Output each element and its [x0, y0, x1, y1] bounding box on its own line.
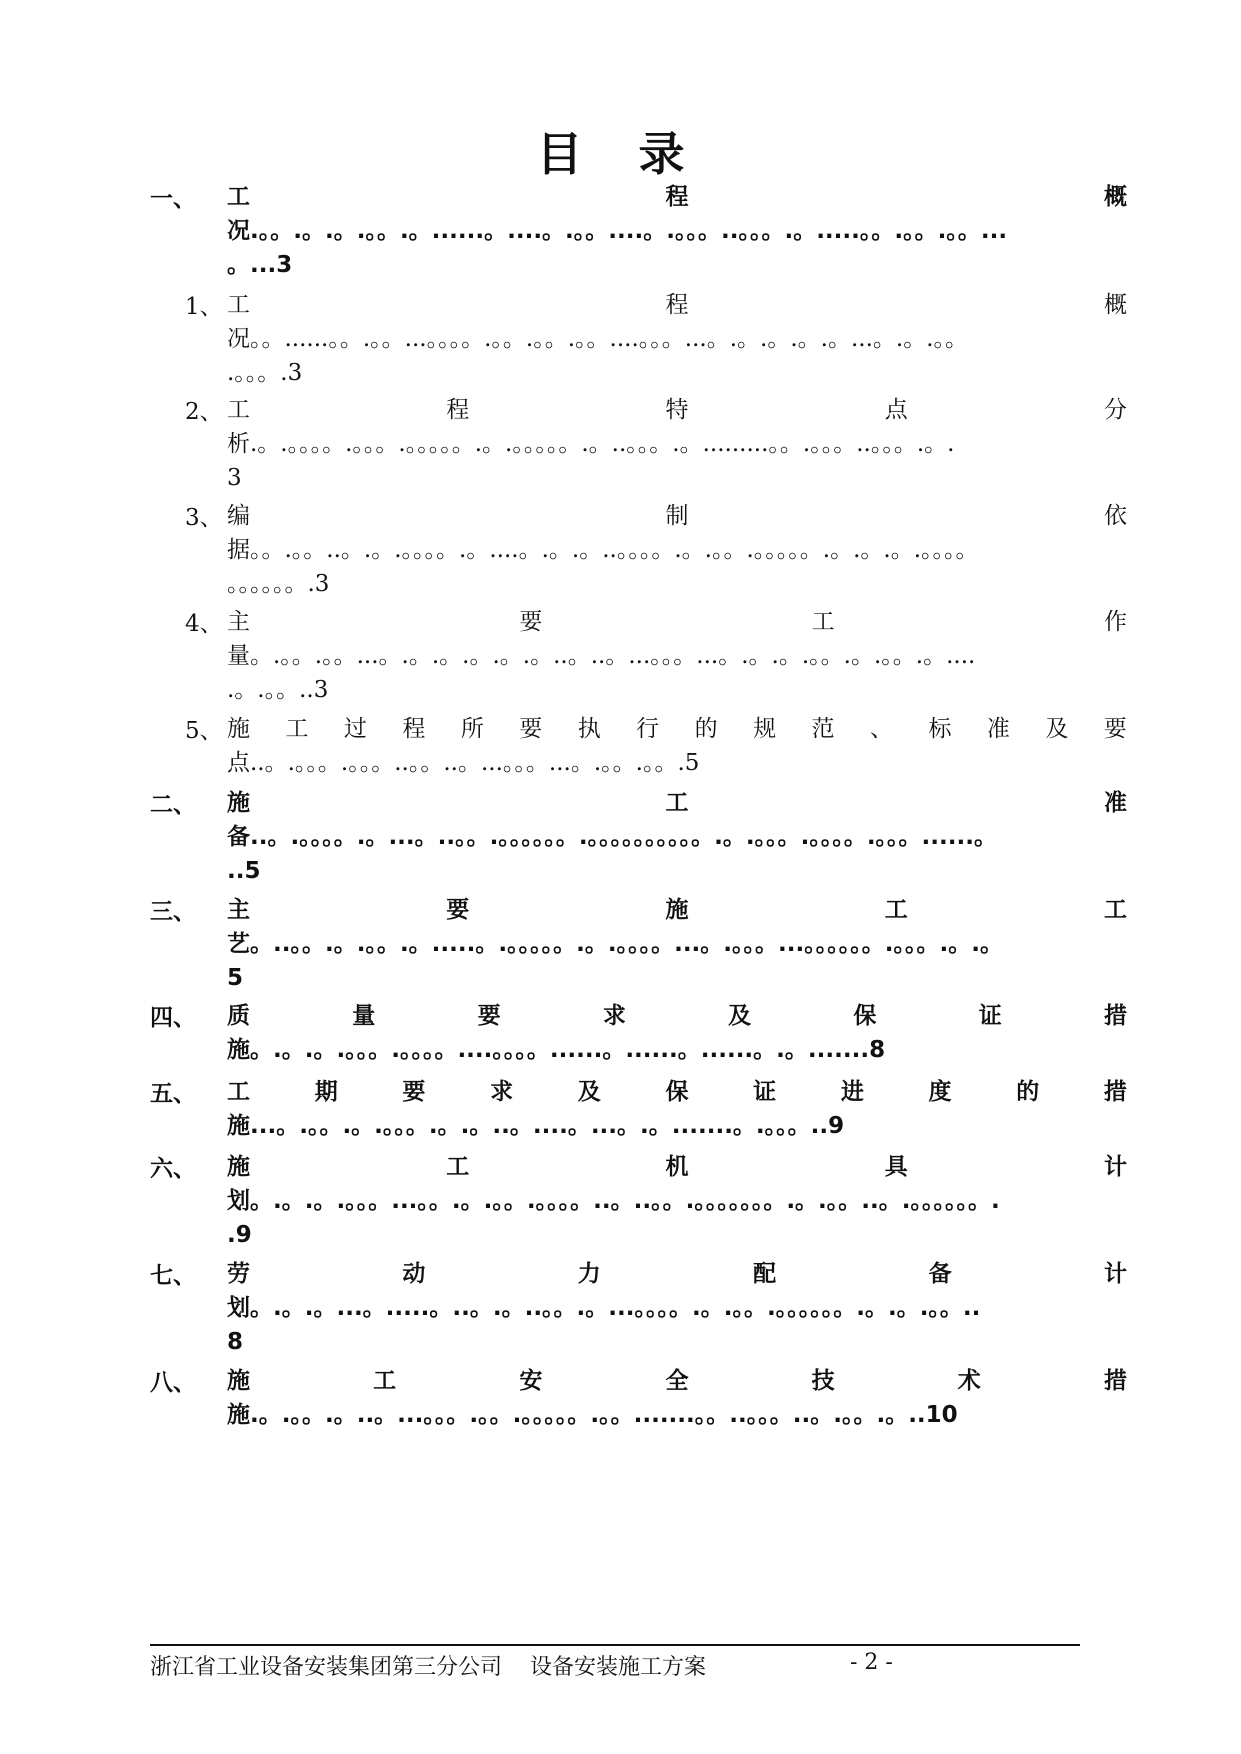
toc-line	[227, 461, 1127, 495]
toc-text: 编	[227, 503, 250, 529]
toc-title	[227, 999, 1127, 1067]
toc-text: .。。。.3	[227, 360, 303, 386]
toc-text: 点	[884, 397, 908, 423]
footer-company: 浙江省工业设备安装集团第三分公司	[150, 1655, 503, 1680]
toc-text: 证	[753, 1079, 777, 1105]
footer-doc-title: 设备安装施工方案	[530, 1655, 707, 1680]
toc-text: 艺。..。。.。.。。.。.....。.。。。。。.。.。。。。...。.。。。...。。。。。。.。。。.。.。	[227, 931, 1003, 957]
toc-number: 四、	[150, 1005, 196, 1031]
toc-line	[227, 1398, 1127, 1432]
toc-text: 计	[1104, 1154, 1127, 1180]
toc-line	[227, 820, 1127, 854]
toc-line	[227, 786, 1127, 820]
toc-text: 施.。.。。.。..。...。。。.。。.。。。。。.。。.......。。..。。。..。.。。.。..10	[227, 1402, 958, 1428]
toc-text: 。...3	[227, 252, 293, 278]
toc-title	[227, 180, 1127, 282]
page-title: 目 录	[536, 127, 705, 181]
toc-text: 要	[402, 1079, 426, 1105]
toc-line	[227, 605, 1127, 639]
toc-number: 1、	[185, 294, 223, 320]
toc-title	[227, 712, 1127, 780]
toc-text: 工	[373, 1368, 397, 1394]
toc-text: 5	[227, 965, 244, 991]
toc-text: 范	[811, 716, 835, 742]
toc-title	[227, 1257, 1127, 1359]
toc-line	[227, 1184, 1127, 1218]
toc-text: 工	[285, 716, 309, 742]
toc-text: 3	[227, 465, 242, 491]
toc-line	[227, 854, 1127, 888]
toc-title	[227, 1364, 1127, 1432]
toc-line	[227, 1109, 1127, 1143]
toc-number: 2、	[185, 399, 223, 425]
toc-text: 配	[753, 1261, 777, 1287]
toc-text: 划。.。.。...。.....。..。.。..。。.。...。。。。.。.。。.。。。。。。.。.。.。。..	[227, 1295, 981, 1321]
toc-text: ..5	[227, 858, 261, 884]
toc-text: 动	[402, 1261, 426, 1287]
toc-line	[227, 427, 1127, 461]
toc-text: 机	[665, 1154, 689, 1180]
toc-text: 析.。.。。。。.。。。.。。。。。.。.。。。。。.。..。。。.。.........。。.。。。..。。。.。.	[227, 431, 955, 457]
toc-text: 施	[227, 790, 250, 816]
footer-page-number: - 2 -	[850, 1650, 893, 1675]
toc-text: 作	[1103, 609, 1127, 635]
toc-line	[227, 1075, 1127, 1109]
toc-title	[227, 786, 1127, 888]
toc-text: 措	[1103, 1003, 1127, 1029]
toc-text: 主	[227, 897, 250, 923]
toc-line	[227, 180, 1127, 214]
toc-text: 质	[227, 1003, 250, 1029]
toc-text: 的	[1016, 1079, 1040, 1105]
toc-title	[227, 1075, 1127, 1143]
toc-number: 3、	[185, 505, 223, 531]
toc-text: 及	[1045, 716, 1069, 742]
toc-text: 要	[446, 897, 470, 923]
toc-text: 备..。.。。。。.。...。..。。.。。。。。。.。。。。。。。。。。.。.。。。.。。。。.。。。......。	[227, 824, 997, 850]
toc-text: 全	[665, 1368, 689, 1394]
toc-text: 工	[811, 609, 835, 635]
toc-line	[227, 893, 1127, 927]
toc-text: 工	[227, 292, 250, 318]
toc-text: 标	[928, 716, 952, 742]
toc-number: 八、	[150, 1370, 196, 1396]
toc-line	[227, 214, 1127, 248]
toc-text: 点..。.。。。.。。。..。。..。...。。。...。.。。.。。.5	[227, 750, 700, 776]
toc-text: 、	[869, 716, 893, 742]
toc-text: 的	[694, 716, 718, 742]
toc-line	[227, 1218, 1127, 1252]
toc-text: .9	[227, 1222, 252, 1248]
toc-text: 术	[957, 1368, 981, 1394]
toc-text: 施。.。.。.。。。.。。。。....。。。。......。......。......。.。.......8	[227, 1037, 886, 1063]
toc-text: 措	[1103, 1079, 1127, 1105]
toc-text: 。。。。。。.3	[227, 571, 330, 597]
toc-number: 4、	[185, 611, 223, 637]
toc-text: 所	[460, 716, 484, 742]
toc-line	[227, 322, 1127, 356]
toc-number: 五、	[150, 1081, 196, 1107]
toc-text: 要	[477, 1003, 501, 1029]
toc-text: 及	[728, 1003, 752, 1029]
toc-text: 工	[227, 1079, 250, 1105]
toc-text: 施...。.。。.。.。。。.。.。..。....。...。.。.......。.。。。..9	[227, 1113, 845, 1139]
toc-text: 过	[343, 716, 367, 742]
toc-text: 证	[978, 1003, 1002, 1029]
toc-text: 求	[602, 1003, 626, 1029]
toc-number: 七、	[150, 1263, 196, 1289]
toc-text: 工	[665, 790, 689, 816]
toc-line	[227, 927, 1127, 961]
toc-text: 施	[227, 716, 250, 742]
toc-line	[227, 746, 1127, 780]
toc-text: 分	[1104, 397, 1127, 423]
toc-line	[227, 712, 1127, 746]
toc-text: 度	[928, 1079, 952, 1105]
toc-text: 工	[1104, 897, 1127, 923]
toc-line	[227, 356, 1127, 390]
toc-text: 8	[227, 1329, 244, 1355]
toc-text: 安	[519, 1368, 543, 1394]
toc-text: 量	[352, 1003, 376, 1029]
toc-text: 执	[577, 716, 601, 742]
toc-text: 进	[840, 1079, 864, 1105]
toc-line	[227, 1325, 1127, 1359]
toc-number: 5、	[185, 718, 223, 744]
toc-text: 施	[227, 1154, 250, 1180]
toc-line	[227, 961, 1127, 995]
toc-number: 三、	[150, 899, 196, 925]
toc-text: 具	[884, 1154, 908, 1180]
toc-line	[227, 567, 1127, 601]
toc-line	[227, 999, 1127, 1033]
toc-text: 期	[314, 1079, 338, 1105]
toc-text: 施	[665, 897, 689, 923]
toc-text: 施	[227, 1368, 250, 1394]
toc-text: 行	[636, 716, 660, 742]
toc-text: 措	[1103, 1368, 1127, 1394]
toc-line	[227, 1150, 1127, 1184]
toc-text: 准	[1104, 790, 1127, 816]
toc-text: 规	[753, 716, 777, 742]
toc-line	[227, 499, 1127, 533]
toc-text: 据。。.。。..。.。.。。。。.。....。.。.。..。。。。.。.。。.。。。。。.。.。.。.。。。。	[227, 537, 979, 563]
toc-line	[227, 533, 1127, 567]
toc-title	[227, 499, 1127, 601]
toc-text: 特	[665, 397, 689, 423]
toc-text: 保	[853, 1003, 877, 1029]
toc-text: 要	[1103, 716, 1127, 742]
toc-text: 准	[986, 716, 1010, 742]
toc-text: 要	[519, 609, 543, 635]
toc-line	[227, 1291, 1127, 1325]
toc-text: .。.。。..3	[227, 677, 329, 703]
toc-text: 程	[665, 292, 689, 318]
toc-title	[227, 1150, 1127, 1252]
toc-text: 况.。。.。.。.。。.。......。....。.。。....。.。。。..。。。.。.....。。.。。.。。...	[227, 218, 1008, 244]
toc-text: 保	[665, 1079, 689, 1105]
toc-text: 计	[1103, 1261, 1127, 1287]
toc-number: 六、	[150, 1156, 196, 1182]
toc-line	[227, 288, 1127, 322]
toc-text: 程	[446, 397, 470, 423]
toc-line	[227, 673, 1127, 707]
toc-number: 一、	[150, 186, 196, 212]
toc-line	[227, 393, 1127, 427]
toc-text: 依	[1104, 503, 1127, 529]
toc-text: 求	[490, 1079, 514, 1105]
toc-line	[227, 639, 1127, 673]
toc-title	[227, 288, 1127, 390]
toc-title	[227, 893, 1127, 995]
toc-text: 程	[402, 716, 426, 742]
toc-line	[227, 1257, 1127, 1291]
toc-line	[227, 1364, 1127, 1398]
toc-line	[227, 1033, 1127, 1067]
toc-text: 工	[446, 1154, 470, 1180]
toc-line	[227, 248, 1127, 282]
toc-text: 工	[227, 184, 250, 210]
toc-title	[227, 605, 1127, 707]
toc-text: 主	[227, 609, 250, 635]
toc-text: 技	[811, 1368, 835, 1394]
toc-text: 制	[665, 503, 689, 529]
toc-number: 二、	[150, 792, 196, 818]
toc-text: 要	[519, 716, 543, 742]
toc-text: 工	[227, 397, 250, 423]
toc-text: 概	[1104, 292, 1127, 318]
toc-text: 力	[577, 1261, 601, 1287]
toc-text: 备	[928, 1261, 952, 1287]
toc-title	[227, 393, 1127, 495]
toc-text: 量。.。。.。。...。.。.。.。.。.。..。..。...。。。...。.。.。.。。.。.。。.。....	[227, 643, 976, 669]
toc-text: 概	[1104, 184, 1127, 210]
toc-text: 及	[577, 1079, 601, 1105]
footer-rule	[150, 1644, 1080, 1646]
toc-text: 工	[884, 897, 908, 923]
toc-text: 况。。......。。.。。...。。。。.。。.。。.。。....。。。...。.。.。.。.。...。.。.。。	[227, 326, 969, 352]
toc-text: 划。.。.。.。。。...。。.。.。。.。。。。..。..。。.。。。。。。。.。.。。..。.。。。。。。.	[227, 1188, 1000, 1214]
toc-text: 劳	[227, 1261, 250, 1287]
toc-text: 程	[665, 184, 689, 210]
